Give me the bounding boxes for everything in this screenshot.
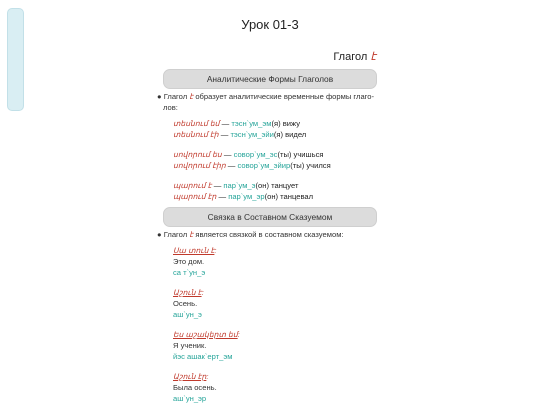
bullet-text-c: лов: xyxy=(163,103,178,112)
translation: (ты) учился xyxy=(290,161,331,170)
armenian-sentence[interactable]: Աշուն է xyxy=(173,288,202,297)
translation: (я) вижу xyxy=(271,119,300,128)
bullet-copula xyxy=(157,229,379,240)
dash: — xyxy=(218,192,227,201)
dash: — xyxy=(227,161,236,170)
bullet-text-a: Глагол xyxy=(163,92,188,101)
bullet-armenian: է xyxy=(189,230,194,239)
bullet-analytic xyxy=(157,91,379,113)
armenian-form: պարում է xyxy=(173,181,212,190)
example-line xyxy=(173,149,379,160)
section-title-prefix: Глагол xyxy=(333,51,368,63)
translation: (он) танцевал xyxy=(264,192,314,201)
page-title: Урок 01-3 xyxy=(241,17,299,32)
sentence-transliteration[interactable]: са т`ун_э xyxy=(173,268,206,277)
bullet-text-a: Глагол xyxy=(163,230,188,239)
translation: (ты) учишься xyxy=(277,150,324,159)
colon: : xyxy=(206,372,209,381)
sentence-transliteration[interactable]: аш`ун_эр xyxy=(173,394,207,403)
armenian-form: սովորում ես xyxy=(173,150,222,159)
transliteration-link[interactable]: совор`ум_эйир xyxy=(237,161,291,170)
translation: (он) танцует xyxy=(255,181,299,190)
translation: (я) видел xyxy=(273,130,307,139)
colon: : xyxy=(237,330,240,339)
example-line xyxy=(173,180,379,191)
example-line xyxy=(173,118,379,129)
transliteration-link[interactable]: тэсн`ум_эйи xyxy=(230,130,274,139)
colon: : xyxy=(214,246,217,255)
section-title xyxy=(333,50,376,63)
sentence-armenian xyxy=(173,371,379,382)
transliteration-link[interactable]: тэсн`ум_эм xyxy=(231,119,272,128)
example-line xyxy=(173,129,379,140)
armenian-sentence[interactable]: Աշուն էր xyxy=(173,372,207,381)
dash: — xyxy=(213,181,222,190)
armenian-form: սովորում էիր xyxy=(173,161,226,170)
sentence-transliteration[interactable]: аш`ун_э xyxy=(173,310,202,319)
bullet-mark: ● xyxy=(157,230,162,239)
armenian-form: պարում էր xyxy=(173,192,217,201)
dash: — xyxy=(223,150,232,159)
section-title-armenian: է xyxy=(370,51,376,63)
example-line xyxy=(173,191,379,202)
bullet-text-b: образует аналитические временные формы глаго- xyxy=(195,92,375,101)
armenian-form: տեսնում էի xyxy=(173,130,219,139)
bullet-text-b: является связкой в составном сказуемом: xyxy=(195,230,344,239)
dash: — xyxy=(220,130,229,139)
bullet-armenian: է xyxy=(189,92,194,101)
armenian-sentence[interactable]: Ես աշակերտ եմ xyxy=(173,330,238,339)
sentence-transliteration[interactable]: йэс ашак`ерт_эм xyxy=(173,352,233,361)
colon: : xyxy=(201,288,204,297)
sentence-armenian xyxy=(173,329,379,340)
sentence-translation: Осень. xyxy=(173,299,198,308)
armenian-sentence[interactable]: Սա տուն է xyxy=(173,246,215,255)
lesson-content xyxy=(157,69,379,404)
transliteration-link[interactable]: пар`ум_эр xyxy=(228,192,265,201)
section-bar-analytic-forms[interactable]: Аналитические Формы Глаголов xyxy=(163,69,377,89)
transliteration-link[interactable]: совор`ум_эс xyxy=(233,150,278,159)
armenian-form: տեսնում եմ xyxy=(173,119,220,128)
sentence-translation: Это дом. xyxy=(173,257,205,266)
bullet-mark: ● xyxy=(157,92,162,101)
example-line xyxy=(173,160,379,171)
section-bar-copula[interactable]: Связка в Составном Сказуемом xyxy=(163,207,377,227)
sentence-armenian xyxy=(173,245,379,256)
sentence-translation: Я ученик. xyxy=(173,341,207,350)
transliteration-link[interactable]: пар`ум_э xyxy=(223,181,256,190)
sentence-translation: Была осень. xyxy=(173,383,217,392)
dash: — xyxy=(221,119,230,128)
sentence-armenian xyxy=(173,287,379,298)
